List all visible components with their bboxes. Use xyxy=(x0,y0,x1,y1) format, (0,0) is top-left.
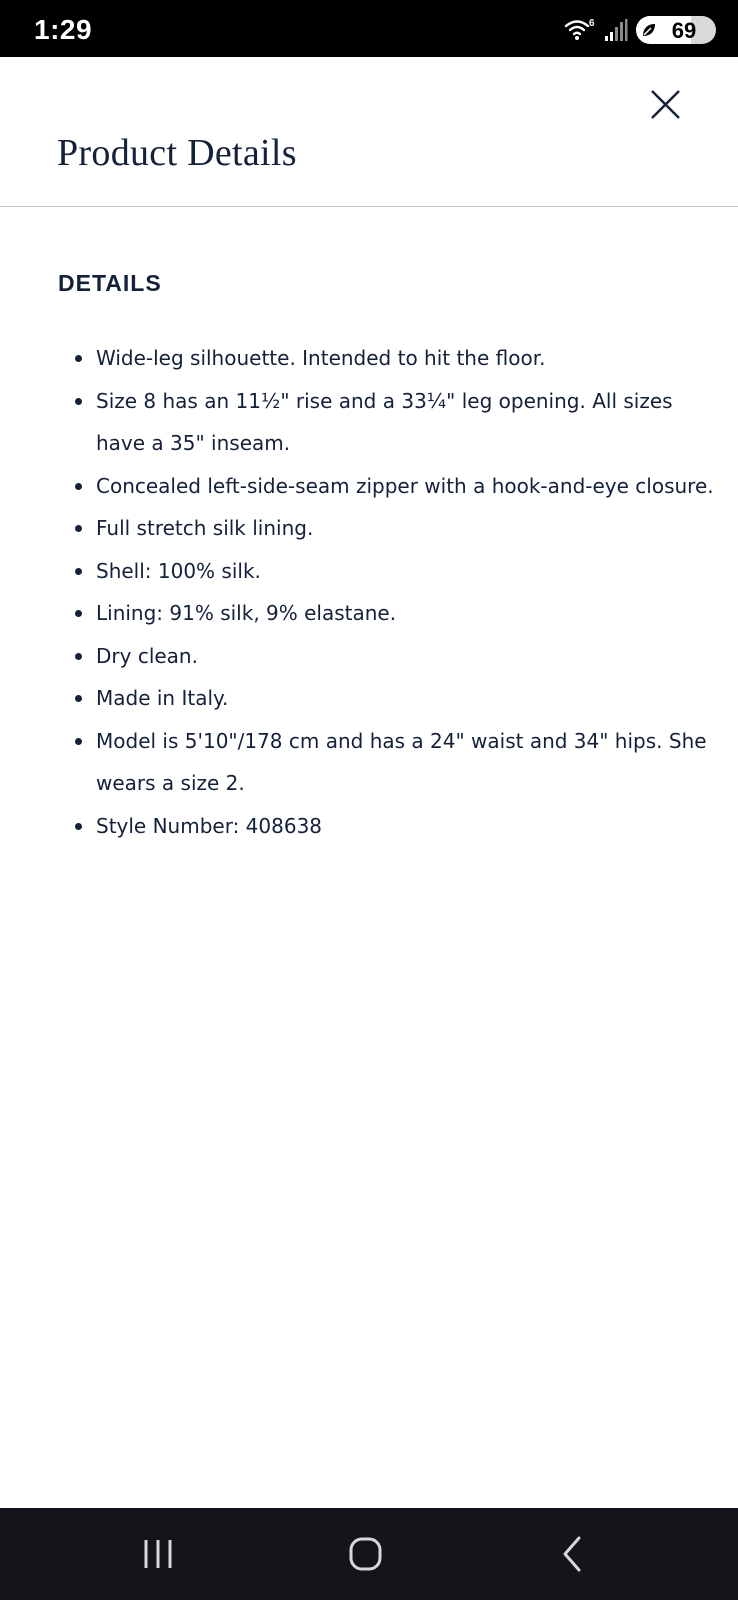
recents-icon xyxy=(133,1532,183,1576)
list-item: Lining: 91% silk, 9% elastane. xyxy=(96,592,716,635)
battery-saver-icon xyxy=(641,22,657,38)
system-nav-bar xyxy=(0,1508,738,1600)
list-item: Style Number: 408638 xyxy=(96,805,716,848)
list-item: Size 8 has an 11½" rise and a 33¼" leg opening. All sizes have a 35" inseam. xyxy=(96,380,716,465)
home-icon xyxy=(340,1532,390,1576)
list-item: Model is 5'10"/178 cm and has a 24" waist and 34" hips. She wears a size 2. xyxy=(96,720,716,805)
close-button[interactable] xyxy=(644,83,686,125)
status-time: 1:29 xyxy=(34,14,93,45)
signal-icon xyxy=(604,18,628,42)
status-icons xyxy=(564,16,716,44)
list-item: Concealed left-side-seam zipper with a hook-and-eye closure. xyxy=(96,465,716,508)
product-details-header xyxy=(0,57,738,207)
section-heading: DETAILS xyxy=(58,270,162,296)
back-icon xyxy=(548,1532,598,1576)
list-item: Full stretch silk lining. xyxy=(96,507,716,550)
wifi-icon xyxy=(564,17,596,43)
list-item: Shell: 100% silk. xyxy=(96,550,716,593)
list-item: Wide-leg silhouette. Intended to hit the floor. xyxy=(96,337,716,380)
page-title: Product Details xyxy=(57,132,297,174)
home-button[interactable] xyxy=(340,1532,390,1576)
back-button[interactable] xyxy=(548,1532,598,1576)
details-list xyxy=(58,337,716,847)
wifi-badge: 6 xyxy=(589,18,595,29)
list-item: Made in Italy. xyxy=(96,677,716,720)
recents-button[interactable] xyxy=(133,1532,183,1576)
close-icon xyxy=(644,83,686,125)
battery-indicator xyxy=(636,16,716,44)
list-item: Dry clean. xyxy=(96,635,716,678)
battery-level: 69 xyxy=(671,18,697,43)
status-bar xyxy=(0,0,738,57)
